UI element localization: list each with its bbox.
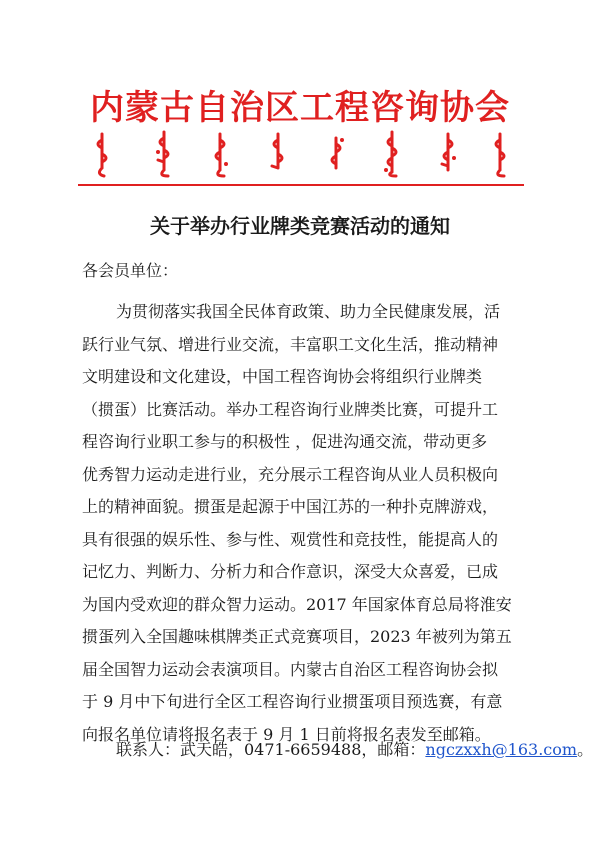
body-line: （掼蛋）比赛活动。举办工程咨询行业牌类比赛，可提升工 — [82, 399, 499, 419]
body-line: 优秀智力运动走进行业，充分展示工程咨询从业人员积极向 — [82, 464, 499, 484]
notice-body — [82, 296, 522, 751]
mongolian-glyph-1 — [98, 134, 106, 176]
mongolian-glyph-2 — [158, 132, 168, 176]
contact-suffix: 。 — [577, 740, 594, 759]
mongolian-glyph-8 — [496, 134, 504, 176]
mongolian-glyph-6 — [388, 132, 396, 176]
body-line: 程咨询行业职工参与的积极性 ，促进沟通交流，带动更多 — [82, 432, 488, 451]
mongolian-org-name — [92, 130, 512, 178]
notice-title: 关于举办行业牌类竞赛活动的通知 — [150, 214, 450, 238]
org-name-heading: 内蒙古自治区工程咨询协会 — [90, 88, 510, 128]
mongolian-glyph-4 — [272, 134, 282, 168]
mongolian-glyph-3 — [216, 134, 224, 176]
body-line: 于 9 月中下旬进行全区工程咨询行业掼蛋项目预选赛，有意 — [82, 692, 503, 711]
body-line: 掼蛋列入全国趣味棋牌类正式竞赛项目，2023 年被列为第五 — [82, 627, 512, 646]
body-line: 具有很强的娱乐性、参与性、观赏性和竞技性，能提高人的 — [82, 529, 499, 549]
header-divider — [78, 184, 524, 186]
mongolian-script-graphic — [92, 130, 512, 178]
contact-info: 联系人：武天皓，0471-6659488，邮箱： — [116, 740, 426, 759]
body-line: 跃行业气氛、增进行业交流，丰富职工文化生活，推动精神 — [82, 334, 499, 354]
body-line: 记忆力、判断力、分析力和合作意识，深受大众喜爱，已成 — [82, 562, 499, 581]
contact-email-link[interactable]: ngczxxh@163.com — [425, 740, 578, 759]
body-line: 文明建设和文化建设，中国工程咨询协会将组织行业牌类 — [82, 367, 483, 386]
mongolian-glyph-7 — [442, 134, 452, 170]
body-line: 为贯彻落实我国全民体育政策、助力全民健康发展，活 — [116, 302, 501, 321]
contact-line — [116, 737, 593, 760]
body-line: 届全国智力运动会表演项目。内蒙古自治区工程咨询协会拟 — [82, 659, 499, 679]
body-line: 为国内受欢迎的群众智力运动。2017 年国家体育总局将淮安 — [82, 594, 512, 614]
body-line: 上的精神面貌。掼蛋是起源于中国江苏的一种扑克牌游戏， — [82, 497, 499, 516]
salutation: 各会员单位： — [82, 261, 179, 280]
mongolian-glyph-5 — [332, 138, 340, 168]
body-line: 向报名单位请将报名表于 9 月 1 日前将报名表发至邮箱。 — [82, 724, 491, 744]
